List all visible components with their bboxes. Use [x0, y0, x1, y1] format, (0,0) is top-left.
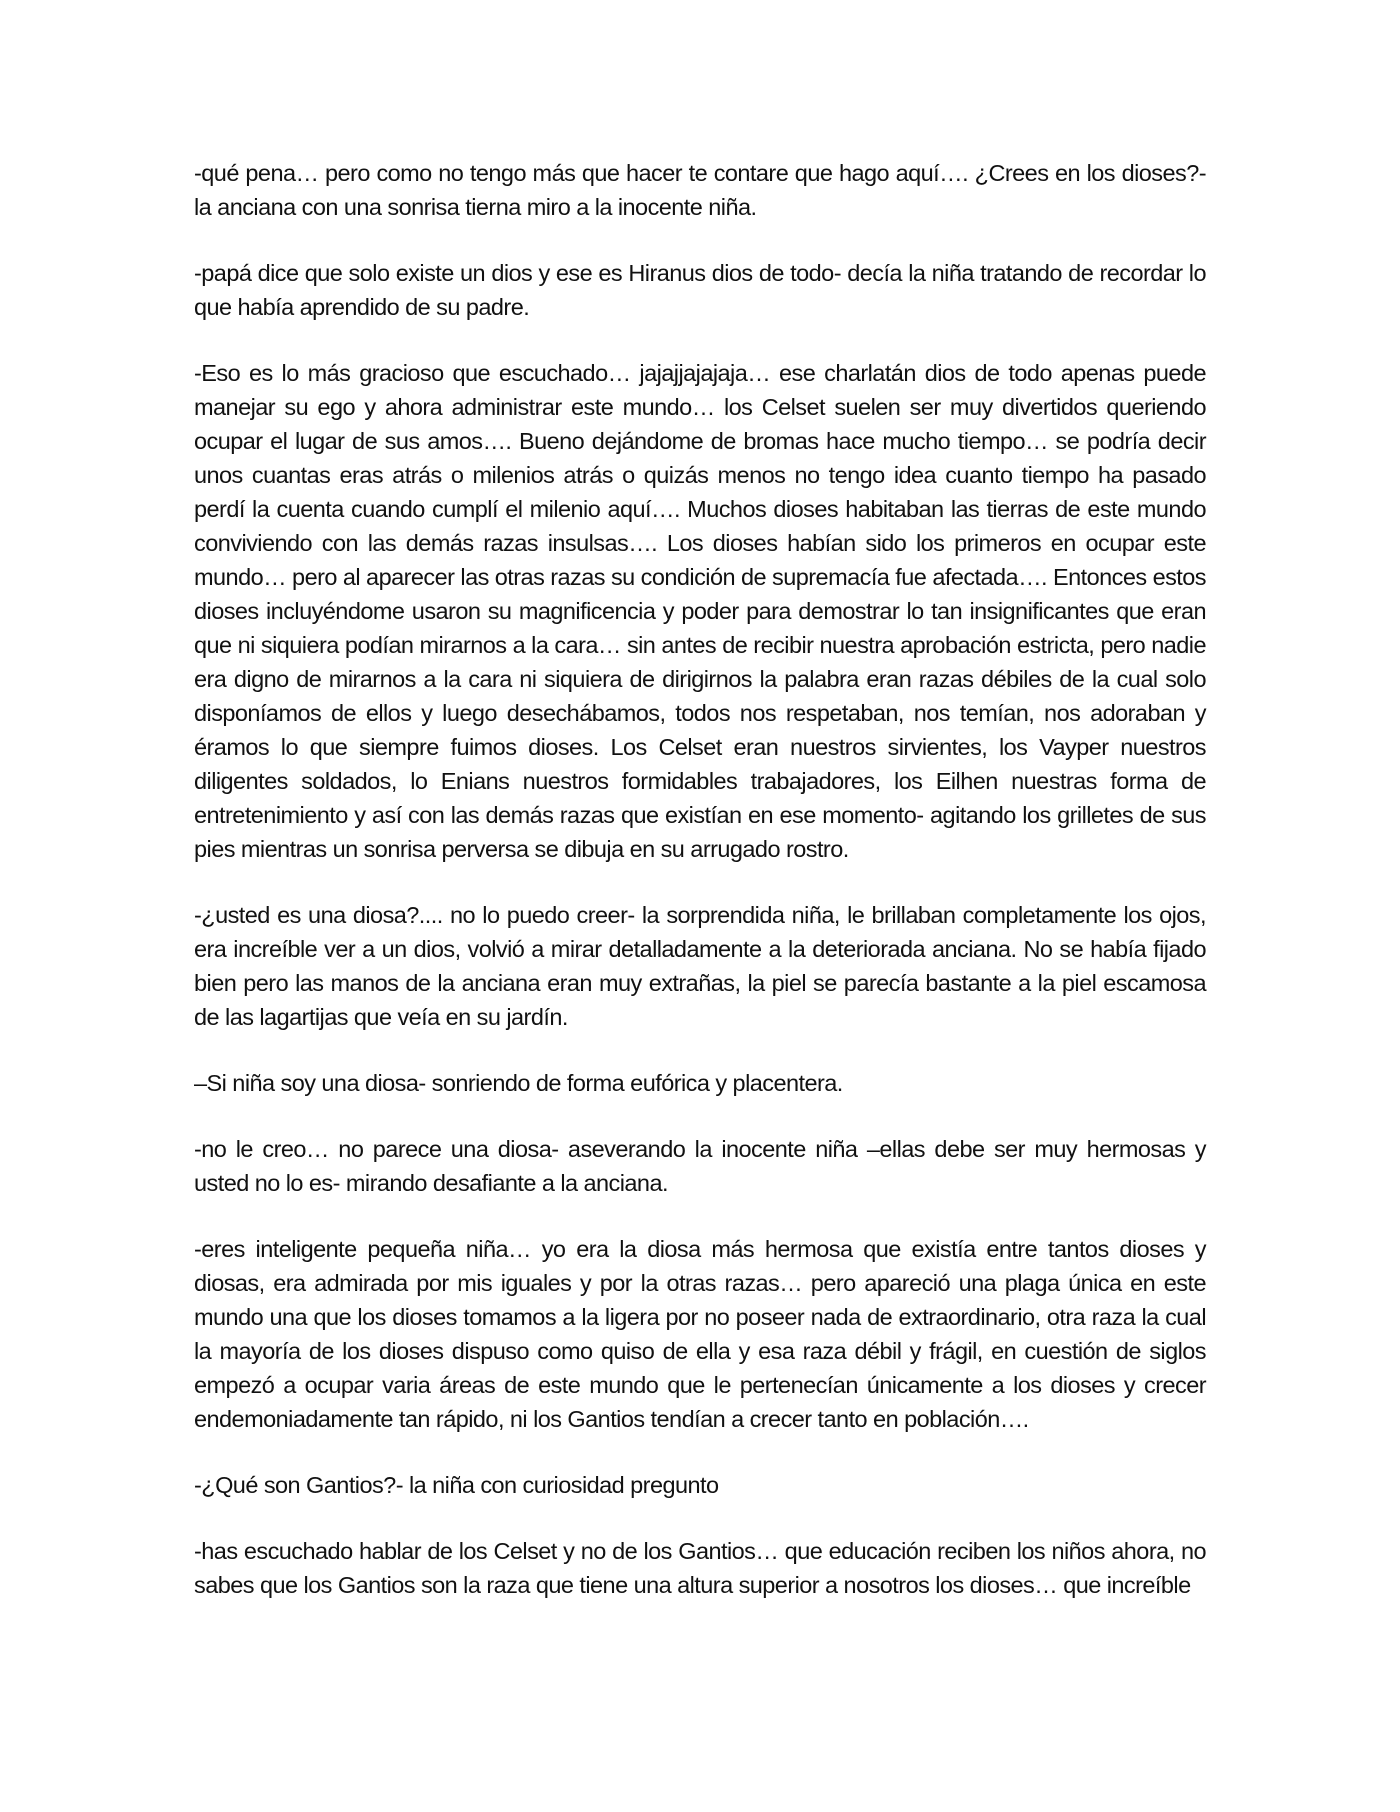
- paragraph-4: -¿usted es una diosa?.... no lo puedo creer- la sorprendida niña, le brillaban completamente los ojos, era increíble ver a un dios, volvió a mirar detalladamente a la deteriorada anciana. No se había fijado bien pero las manos de la anciana eran muy extrañas, la piel se parecía bastante a la piel escamosa de las lagartijas que veía en su jardín.: [194, 902, 1206, 1030]
- paragraph-8: -¿Qué son Gantios?- la niña con curiosidad pregunto: [194, 1472, 719, 1498]
- paragraph-7: -eres inteligente pequeña niña… yo era la diosa más hermosa que existía entre tantos dioses y diosas, era admirada por mis iguales y por la otras razas… pero apareció una plaga única en este mundo una que los dioses tomamos a la ligera por no poseer nada de extraordinario, otra raza la cual la mayoría de los dioses dispuso como quiso de ella y esa raza débil y frágil, en cuestión de siglos empezó a ocupar varia áreas de este mundo que le pertenecían únicamente a los dioses y crecer endemoniadamente tan rápido, ni los Gantios tendían a crecer tanto en población….: [194, 1236, 1206, 1432]
- paragraph-2: -papá dice que solo existe un dios y ese es Hiranus dios de todo- decía la niña tratando de recordar lo que había aprendido de su padre.: [194, 260, 1206, 320]
- paragraph-1: -qué pena… pero como no tengo más que hacer te contare que hago aquí…. ¿Crees en los dioses?- la anciana con una sonrisa tierna miro a la inocente niña.: [194, 160, 1206, 220]
- paragraph-9: -has escuchado hablar de los Celset y no de los Gantios… que educación reciben los niños ahora, no sabes que los Gantios son la raza que tiene una altura superior a nosotros los dioses… que increíble: [194, 1538, 1206, 1598]
- document-page: [194, 156, 1206, 1634]
- paragraph-5: –Si niña soy una diosa- sonriendo de forma eufórica y placentera.: [194, 1070, 843, 1096]
- paragraph-6: -no le creo… no parece una diosa- aseverando la inocente niña –ellas debe ser muy hermosas y usted no lo es- mirando desafiante a la anciana.: [194, 1136, 1206, 1196]
- paragraph-3: -Eso es lo más gracioso que escuchado… jajajjajajaja… ese charlatán dios de todo apenas puede manejar su ego y ahora administrar este mundo… los Celset suelen ser muy divertidos queriendo ocupar el lugar de sus amos…. Bueno dejándome de bromas hace mucho tiempo… se podría decir unos cuantas eras atrás o milenios atrás o quizás menos no tengo idea cuanto tiempo ha pasado perdí la cuenta cuando cumplí el milenio aquí…. Muchos dioses habitaban las tierras de este mundo conviviendo con las demás razas insulsas…. Los dioses habían sido los primeros en ocupar este mundo… pero al aparecer las otras razas su condición de supremacía fue afectada…. Entonces estos dioses incluyéndome usaron su magnificencia y poder para demostrar lo tan insignificantes que eran que ni siquiera podían mirarnos a la cara… sin antes de recibir nuestra aprobación estricta, pero nadie era digno de mirarnos a la cara ni siquiera de dirigirnos la palabra eran razas débiles de la cual solo disponíamos de ellos y luego desechábamos, todos nos respetaban, nos temían, nos adoraban y éramos lo que siempre fuimos dioses. Los Celset eran nuestros sirvientes, los Vayper nuestros diligentes soldados, lo Enians nuestros formidables trabajadores, los Eilhen nuestras forma de entretenimiento y así con las demás razas que existían en ese momento- agitando los grilletes de sus pies mientras un sonrisa perversa se dibuja en su arrugado rostro.: [194, 360, 1206, 862]
